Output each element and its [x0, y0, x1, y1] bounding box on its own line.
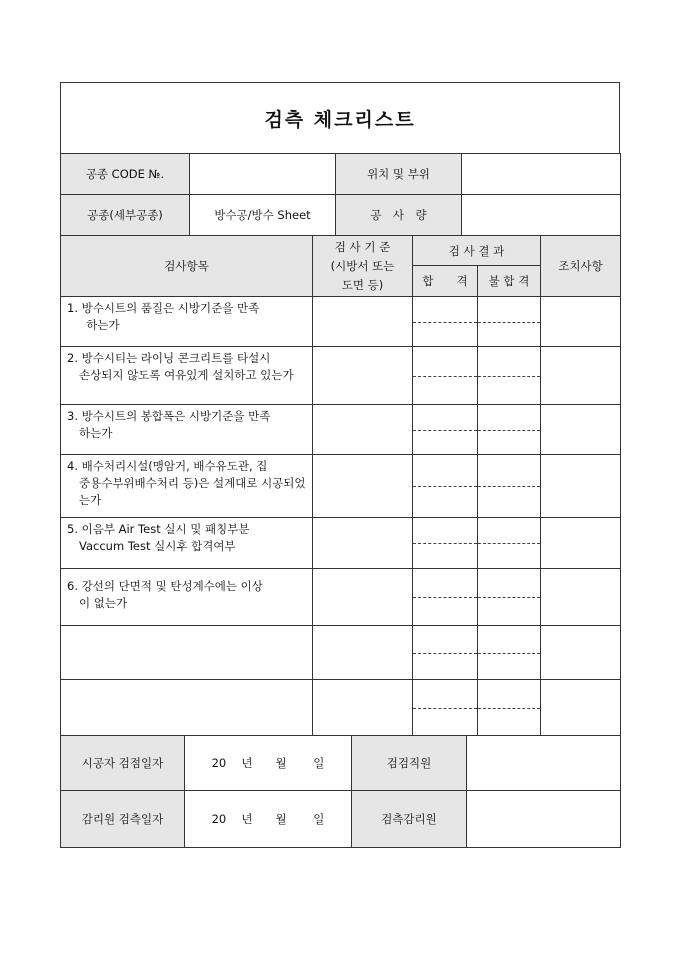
criteria-cell[interactable]	[313, 297, 413, 347]
table-row	[61, 626, 621, 680]
location-field[interactable]	[462, 154, 621, 195]
location-label: 위치 및 부위	[336, 154, 462, 195]
quantity-label: 공 사 량	[336, 195, 462, 236]
table-row	[61, 455, 621, 518]
header-criteria-line1: 검 사 기 준	[334, 239, 391, 254]
pass-cell[interactable]	[413, 680, 478, 736]
pass-cell[interactable]	[413, 569, 478, 626]
header-criteria-line2: (시방서 또는	[330, 258, 395, 273]
pass-cell[interactable]	[413, 518, 478, 569]
fail-cell[interactable]	[478, 626, 541, 680]
header-fail: 불 합 격	[478, 266, 541, 297]
checklist-sheet	[60, 82, 620, 848]
check-item	[61, 626, 313, 680]
pass-cell[interactable]	[413, 405, 478, 455]
criteria-cell[interactable]	[313, 405, 413, 455]
info-table	[60, 153, 621, 236]
table-row	[61, 405, 621, 455]
table-row	[61, 569, 621, 626]
check-item: 6. 강선의 단면적 및 탄성계수에는 이상 이 없는가	[61, 569, 313, 626]
pass-cell[interactable]	[413, 455, 478, 518]
sub-work-label: 공종(세부공종)	[61, 195, 190, 236]
supervisor-label: 검측감리원	[352, 791, 467, 848]
header-criteria	[313, 236, 413, 297]
header-criteria-line3: 도면 등)	[341, 277, 384, 292]
criteria-cell[interactable]	[313, 347, 413, 405]
inspector-field[interactable]	[467, 736, 621, 791]
check-item: 5. 이음부 Air Test 실시 및 패칭부분 Vaccum Test 실시후 합격여부	[61, 518, 313, 569]
criteria-cell[interactable]	[313, 626, 413, 680]
table-row	[61, 347, 621, 405]
criteria-cell[interactable]	[313, 518, 413, 569]
check-item: 3. 방수시트의 봉합폭은 시방기준을 만족 하는가	[61, 405, 313, 455]
checklist-table	[60, 235, 621, 736]
supervisor-date-label: 감리원 검측일자	[61, 791, 185, 848]
pass-cell[interactable]	[413, 626, 478, 680]
work-code-label: 공종 CODE №.	[61, 154, 190, 195]
action-cell[interactable]	[541, 455, 621, 518]
action-cell[interactable]	[541, 569, 621, 626]
table-row	[61, 680, 621, 736]
criteria-cell[interactable]	[313, 455, 413, 518]
quantity-field[interactable]	[462, 195, 621, 236]
action-cell[interactable]	[541, 518, 621, 569]
contractor-date-label: 시공자 검점일자	[61, 736, 185, 791]
check-item: 4. 배수처리시설(맹암거, 배수유도관, 집 중용수부위배수처리 등)은 설계대로 시공되었는가	[61, 455, 313, 518]
header-pass: 합 격	[413, 266, 478, 297]
title-table	[60, 82, 620, 154]
action-cell[interactable]	[541, 405, 621, 455]
sub-work-field[interactable]: 방수공/방수 Sheet	[190, 195, 336, 236]
table-row	[61, 297, 621, 347]
header-result: 검 사 결 과	[413, 236, 541, 266]
inspector-label: 검검직원	[352, 736, 467, 791]
supervisor-field[interactable]	[467, 791, 621, 848]
fail-cell[interactable]	[478, 297, 541, 347]
pass-cell[interactable]	[413, 297, 478, 347]
fail-cell[interactable]	[478, 518, 541, 569]
header-action: 조치사항	[541, 236, 621, 297]
action-cell[interactable]	[541, 347, 621, 405]
work-code-field[interactable]	[190, 154, 336, 195]
check-item: 2. 방수시티는 라이닝 콘크리트를 타설시 손상되지 않도록 여유있게 설치하고 있는가	[61, 347, 313, 405]
fail-cell[interactable]	[478, 405, 541, 455]
fail-cell[interactable]	[478, 347, 541, 405]
action-cell[interactable]	[541, 680, 621, 736]
table-row	[61, 518, 621, 569]
contractor-date-field[interactable]: 20 년 월 일	[185, 736, 352, 791]
check-item: 1. 방수시트의 품질은 시방기준을 만족 하는가	[61, 297, 313, 347]
footer-table	[60, 735, 621, 848]
page-title: 검측 체크리스트	[61, 83, 620, 154]
fail-cell[interactable]	[478, 569, 541, 626]
supervisor-date-field[interactable]: 20 년 월 일	[185, 791, 352, 848]
criteria-cell[interactable]	[313, 680, 413, 736]
criteria-cell[interactable]	[313, 569, 413, 626]
pass-cell[interactable]	[413, 347, 478, 405]
action-cell[interactable]	[541, 626, 621, 680]
check-item	[61, 680, 313, 736]
fail-cell[interactable]	[478, 455, 541, 518]
fail-cell[interactable]	[478, 680, 541, 736]
action-cell[interactable]	[541, 297, 621, 347]
header-items: 검사항목	[61, 236, 313, 297]
